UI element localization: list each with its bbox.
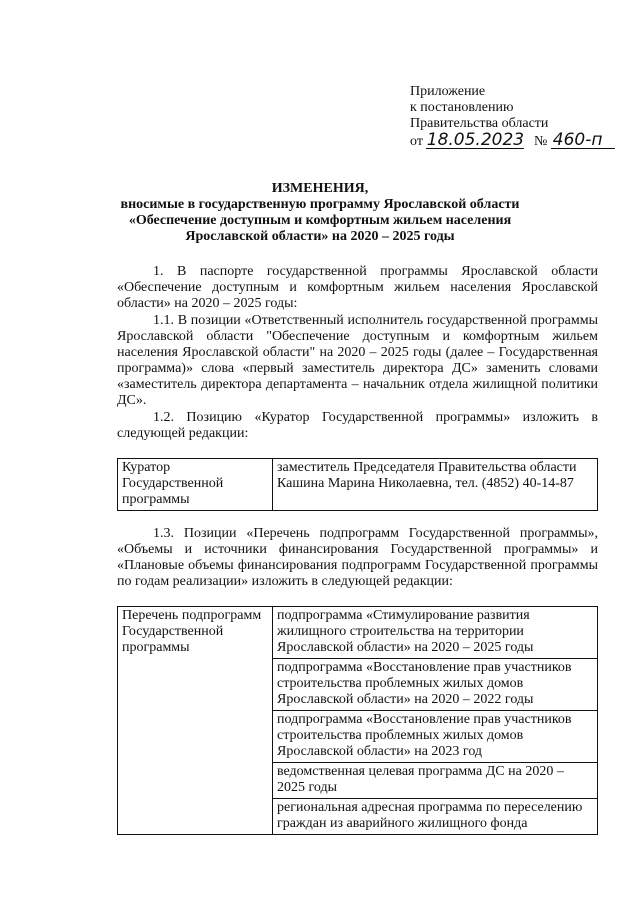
- curator-table: [117, 458, 598, 511]
- table-row: [118, 607, 598, 659]
- appendix-line-3: Правительства области: [410, 116, 549, 131]
- title-line-3: «Обеспечение доступным и комфортным жильем населения: [128, 213, 512, 228]
- paragraph-1-1: 1.1. В позиции «Ответственный исполнитель государственной программы Ярославской области "Обеспечение доступным и комфортным жильем населения Ярославской области" на 2020 – 2025 годы (далее – Государственная программа)» слова «первый заместитель директора ДС» заменить словами «заместитель директора департамента – начальник отдела жилищной политики ДС».: [117, 313, 598, 408]
- number-label: №: [533, 134, 548, 149]
- appendix-line-1: Приложение: [410, 84, 486, 99]
- subprogram-item: подпрограмма «Стимулирование развития жилищного строительства на территории Ярославской области» на 2020 – 2025 годы: [273, 607, 598, 659]
- subprogram-item: ведомственная целевая программа ДС на 2020 – 2025 годы: [273, 763, 598, 799]
- handwritten-date: 18.05.2023: [426, 130, 525, 150]
- table-row: [118, 459, 598, 511]
- subprogram-item: подпрограмма «Восстановление прав участников строительства проблемных жилых домов Ярославской области» на 2023 год: [273, 711, 598, 763]
- paragraph-1-2: 1.2. Позицию «Куратор Государственной программы» изложить в следующей редакции:: [117, 410, 598, 441]
- handwritten-number: 460-п: [551, 132, 615, 149]
- subprogram-item: региональная адресная программа по переселению граждан из аварийного жилищного фонда: [273, 799, 598, 835]
- curator-label-cell: Куратор Государственной программы: [118, 459, 273, 511]
- paragraph-1: 1. В паспорте государственной программы Ярославской области «Обеспечение доступным и комфортным жильем населения Ярославской области» на 2020 – 2025 годы:: [117, 264, 598, 311]
- appendix-line-2: к постановлению: [410, 100, 514, 115]
- title-line-1: ИЗМЕНЕНИЯ,: [271, 181, 369, 196]
- subprograms-label-cell: Перечень подпрограмм Государственной программы: [118, 607, 273, 835]
- appendix-date-line: [410, 132, 615, 150]
- subprogram-item: подпрограмма «Восстановление прав участников строительства проблемных жилых домов Ярославской области» на 2020 – 2022 годы: [273, 659, 598, 711]
- subprograms-table: [117, 606, 598, 835]
- paragraph-1-3: 1.3. Позиции «Перечень подпрограмм Государственной программы», «Объемы и источники финансирования Государственной программы» и «Плановые объемы финансирования подпрограмм Государственной программы по годам реализации» изложить в следующей редакции:: [117, 526, 598, 589]
- curator-value-cell: заместитель Председателя Правительства области Кашина Марина Николаевна, тел. (4852) 40-14-87: [273, 459, 598, 511]
- from-label: от: [410, 134, 423, 149]
- document-title: [110, 181, 530, 245]
- title-line-2: вносимые в государственную программу Ярославской области: [120, 197, 520, 212]
- title-line-4: Ярославской области» на 2020 – 2025 годы: [185, 229, 455, 244]
- appendix-block: [410, 84, 615, 150]
